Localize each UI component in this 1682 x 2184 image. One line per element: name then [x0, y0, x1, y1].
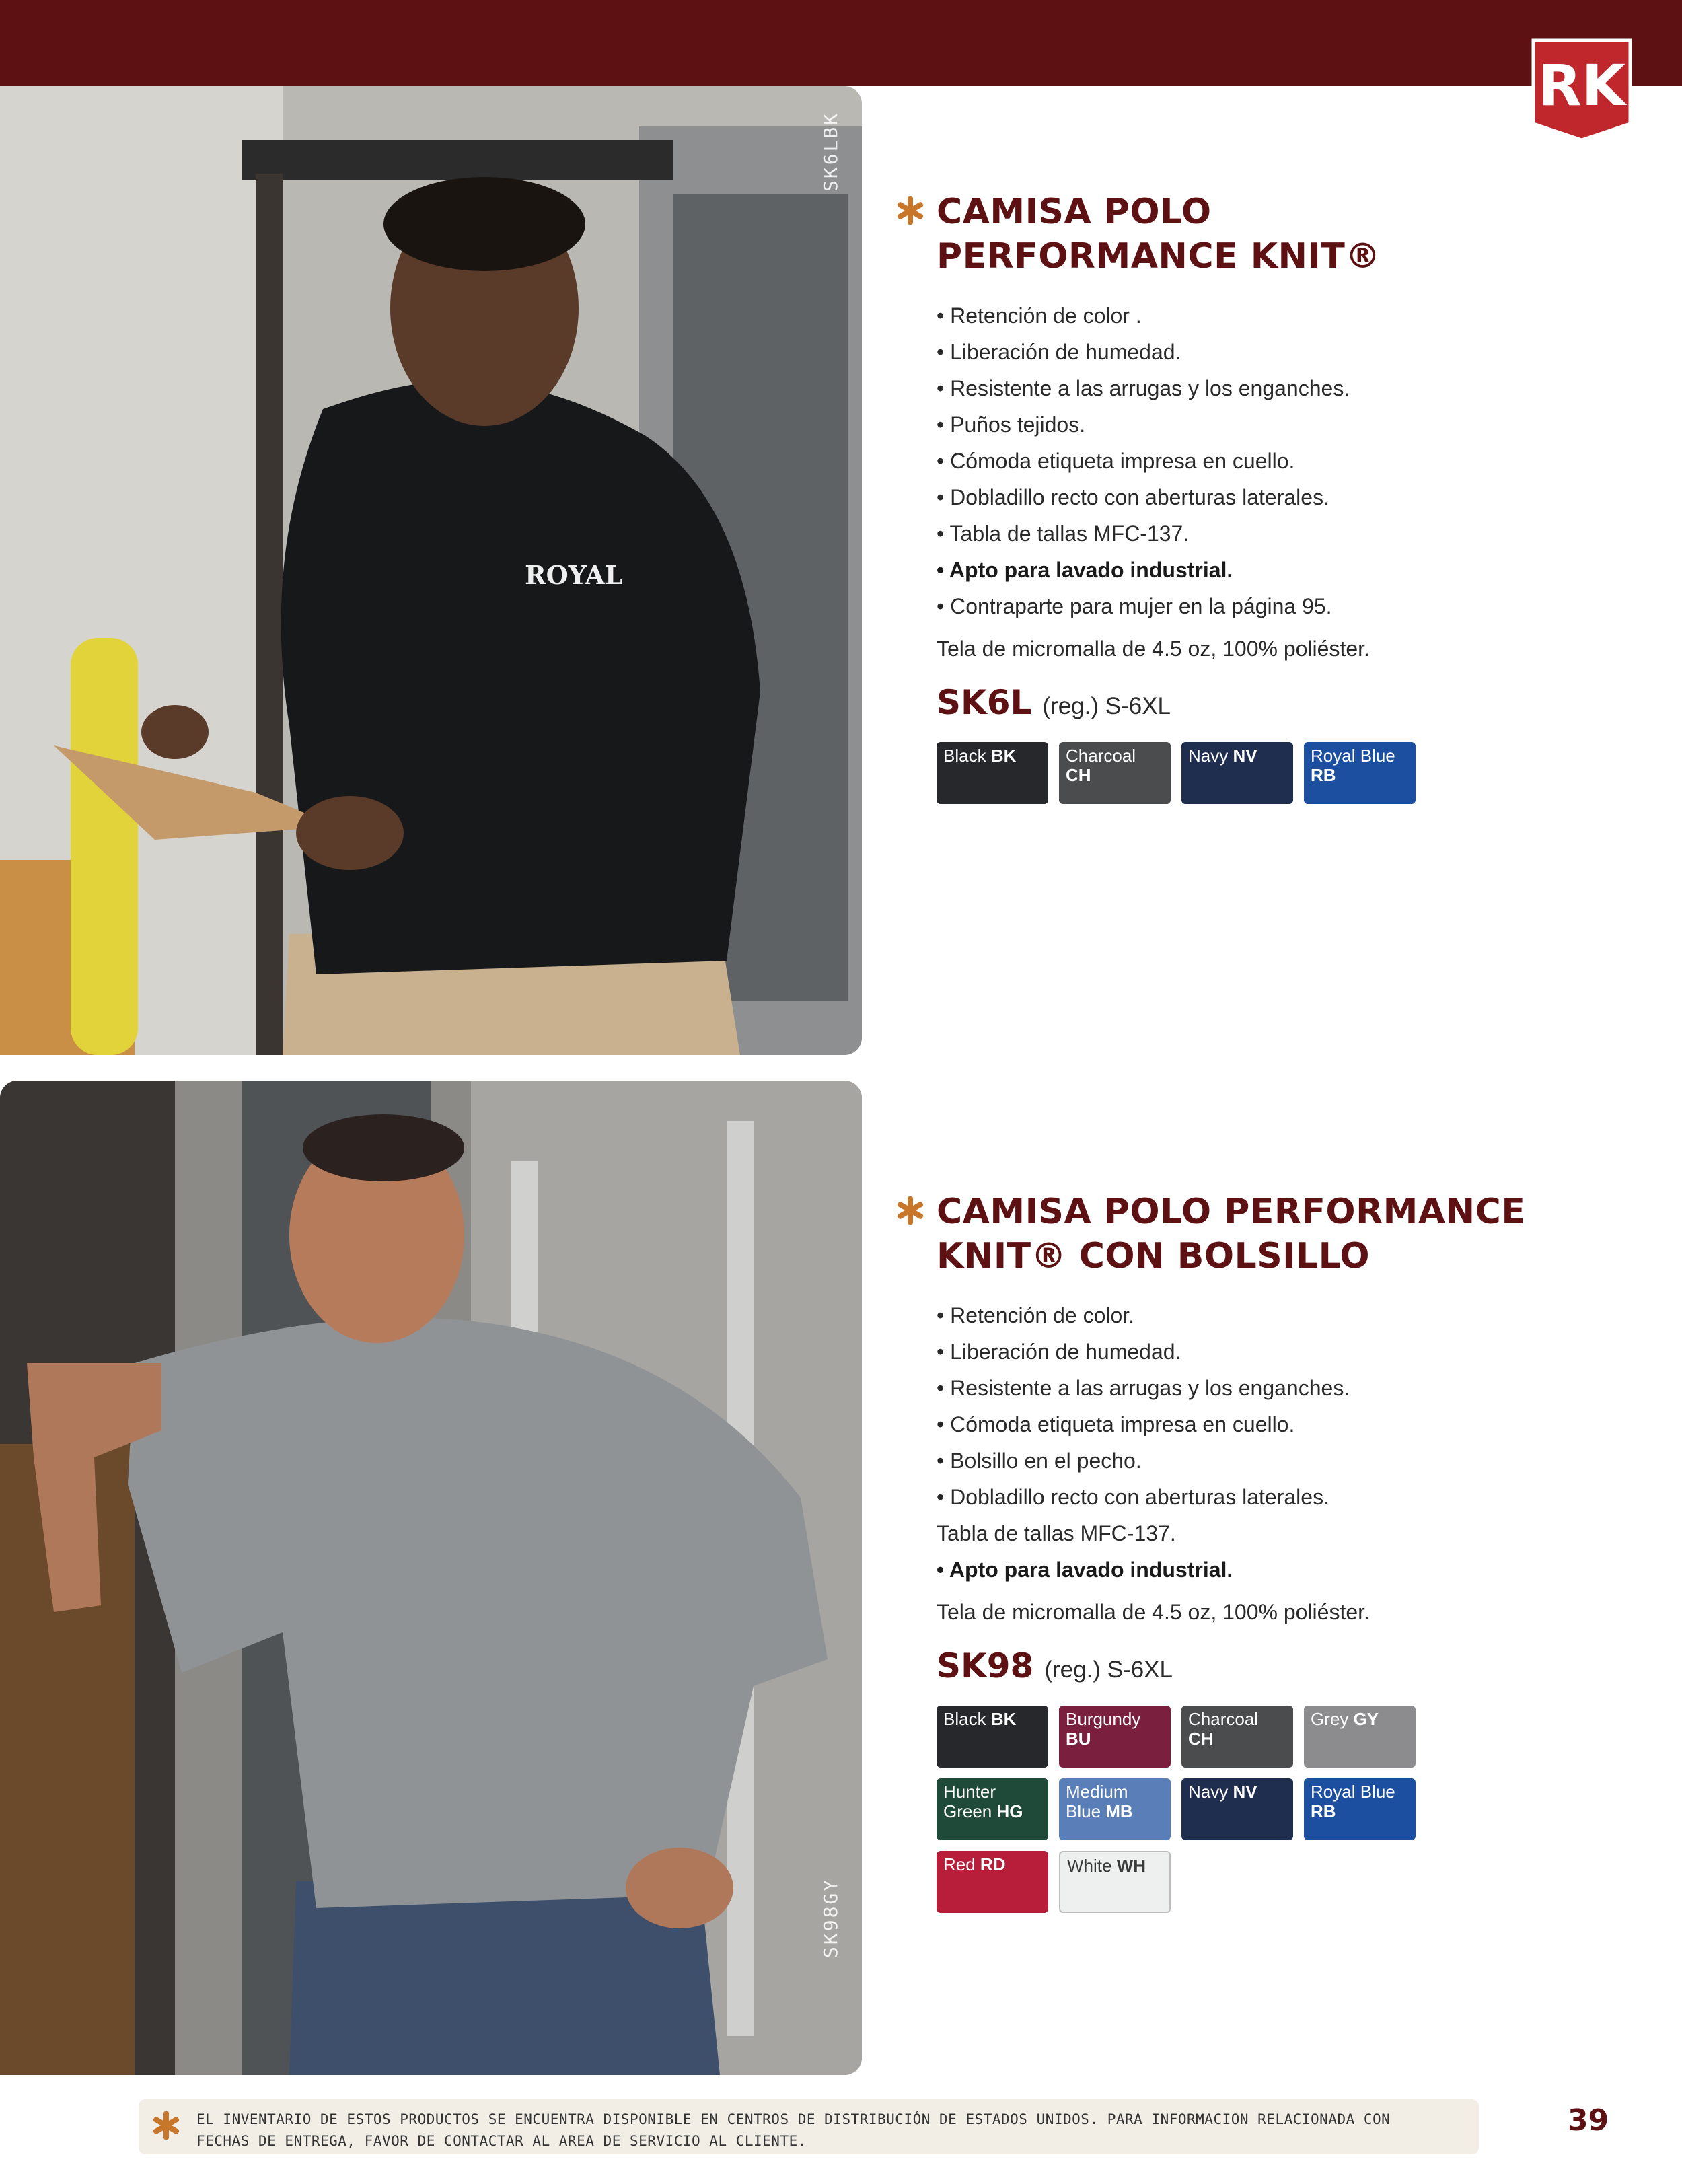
asterisk-icon [151, 2110, 182, 2141]
color-code: RB [1311, 1801, 1336, 1821]
color-code: GY [1353, 1709, 1379, 1729]
sku-row [895, 683, 1648, 722]
color-code: CH [1188, 1728, 1214, 1749]
feature-item: • Bolsillo en el pecho. [937, 1449, 1142, 1473]
feature-item: • Dobladillo recto con aberturas laterales. [937, 1485, 1329, 1509]
feature-list [895, 297, 1648, 624]
color-name: Black [943, 745, 991, 766]
color-name: Navy [1188, 1782, 1233, 1802]
color-code: CH [1066, 765, 1091, 785]
color-swatch [1059, 1778, 1171, 1840]
color-name: Royal Blue [1311, 745, 1395, 766]
asterisk-icon [895, 195, 926, 226]
sku-code: SK6L [937, 683, 1032, 722]
color-name: Burgundy [1066, 1709, 1141, 1729]
feature-item: • Contraparte para mujer en la página 95. [937, 594, 1332, 618]
color-swatch [1304, 1706, 1416, 1768]
color-name: White [1067, 1856, 1117, 1876]
color-swatch [1059, 742, 1171, 804]
feature-item: • Apto para lavado industrial. [937, 1558, 1233, 1582]
product-title-line: CAMISA POLO PERFORMANCE [937, 1192, 1526, 1232]
footer-inventory-note [139, 2099, 1479, 2154]
sku-row [895, 1646, 1648, 1685]
color-name: Charcoal [1066, 745, 1136, 766]
feature-item: • Retención de color . [937, 303, 1142, 328]
rk-logo-text: RK [1538, 52, 1625, 118]
feature-item: • Dobladillo recto con aberturas laterales. [937, 485, 1329, 509]
color-code: BK [990, 1709, 1017, 1729]
color-swatch [937, 1706, 1048, 1768]
size-range: (reg.) S-6XL [1044, 1657, 1173, 1683]
color-swatch [937, 742, 1048, 804]
color-code: HG [996, 1801, 1023, 1821]
feature-item: • Liberación de humedad. [937, 340, 1181, 364]
top-header-band [0, 0, 1682, 86]
product-title-line: KNIT® CON BOLSILLO [937, 1236, 1370, 1276]
color-name: Grey [1311, 1709, 1354, 1729]
color-name: Red [943, 1854, 980, 1874]
shirt-logo-text: ROYAL [525, 560, 623, 590]
fabric-description: Tela de micromalla de 4.5 oz, 100% poliéster. [937, 1600, 1370, 1624]
color-swatch [1181, 742, 1293, 804]
product-block-sk98 [895, 1190, 1648, 1913]
color-name: Royal Blue [1311, 1782, 1395, 1802]
color-swatch [1304, 1778, 1416, 1840]
product-title [937, 190, 1648, 279]
feature-item: • Cómoda etiqueta impresa en cuello. [937, 1412, 1295, 1436]
fabric-description: Tela de micromalla de 4.5 oz, 100% poliéster. [937, 636, 1370, 661]
color-swatch [1059, 1706, 1171, 1768]
feature-item: • Puños tejidos. [937, 412, 1086, 437]
photo-code-label: SK98GY [819, 1877, 842, 1958]
product-title-row [895, 1190, 1648, 1278]
feature-item: • Retención de color. [937, 1303, 1135, 1327]
product-title-row [895, 190, 1648, 279]
color-code: MB [1105, 1801, 1133, 1821]
color-code: BK [990, 745, 1017, 766]
feature-item: • Tabla de tallas MFC-137. [937, 521, 1190, 546]
color-code: WH [1116, 1856, 1146, 1876]
product-photo-grey-polo [0, 1081, 862, 2075]
color-name: Black [943, 1709, 991, 1729]
feature-item: • Cómoda etiqueta impresa en cuello. [937, 449, 1295, 473]
color-code: RB [1311, 765, 1336, 785]
color-swatch [937, 1778, 1048, 1840]
page-number: 39 [1568, 2103, 1609, 2138]
asterisk-icon [895, 1195, 926, 1226]
footer-text-line: EL INVENTARIO DE ESTOS PRODUCTOS SE ENCUENTRA DISPONIBLE EN CENTROS DE DISTRIBUCIÓN DE ESTADOS UNIDOS. PARA INFORMACION RELACIONADA CON [196, 2111, 1391, 2127]
color-swatch [1181, 1778, 1293, 1840]
product-block-sk6l [895, 190, 1648, 804]
color-name: Medium Blue [1066, 1782, 1128, 1821]
footer-text-line: FECHAS DE ENTREGA, FAVOR DE CONTACTAR AL AREA DE SERVICIO AL CLIENTE. [196, 2133, 807, 2149]
product-photo-black-polo [0, 86, 862, 1055]
feature-item: • Resistente a las arrugas y los enganches. [937, 376, 1350, 400]
color-swatches [895, 1706, 1648, 1913]
feature-item: Tabla de tallas MFC-137. [937, 1521, 1176, 1545]
feature-item: • Liberación de humedad. [937, 1340, 1181, 1364]
color-code: NV [1233, 1782, 1257, 1802]
color-name: Hunter Green [943, 1782, 997, 1821]
color-swatch [1059, 1851, 1171, 1913]
size-range: (reg.) S-6XL [1042, 693, 1171, 719]
rk-logo-badge [1531, 38, 1633, 143]
product-title-line: CAMISA POLO [937, 192, 1212, 232]
sku-code: SK98 [937, 1646, 1034, 1685]
feature-list [895, 1297, 1648, 1588]
color-code: BU [1066, 1728, 1091, 1749]
feature-item: • Apto para lavado industrial. [937, 558, 1233, 582]
product-title-line: PERFORMANCE KNIT® [937, 236, 1381, 277]
color-swatch [1304, 742, 1416, 804]
color-name: Charcoal [1188, 1709, 1259, 1729]
color-name: Navy [1188, 745, 1233, 766]
color-swatches [895, 742, 1648, 804]
color-code: RD [980, 1854, 1006, 1874]
feature-item: • Resistente a las arrugas y los enganches. [937, 1376, 1350, 1400]
color-swatch [937, 1851, 1048, 1913]
product-title [937, 1190, 1648, 1278]
color-code: NV [1233, 745, 1257, 766]
color-swatch [1181, 1706, 1293, 1768]
photo-code-label: SK6LBK [819, 111, 842, 192]
